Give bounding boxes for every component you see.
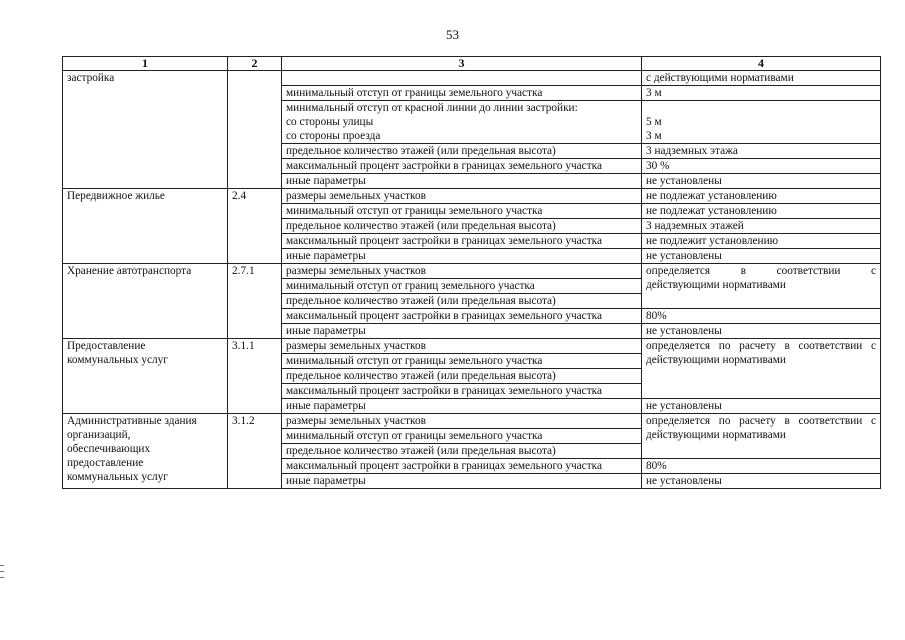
use-code-cell: 3.1.2 [228,414,282,489]
scan-margin-mark [0,565,4,566]
value-cell: не подлежат установлению [642,189,881,204]
parameter-cell: иные параметры [282,474,642,489]
parameter-cell: минимальный отступ от границ земельного участка [282,279,642,294]
value-cell: 80% [642,309,881,324]
regulations-table [62,56,881,489]
value-cell: не установлены [642,249,881,264]
use-name-line: предоставление [67,457,144,469]
parameter-line: со стороны улицы [286,116,374,128]
value-line: определяется в соответствии с [646,265,876,277]
header-cell: 3 [282,57,642,71]
parameter-cell: иные параметры [282,174,642,189]
value-cell: не установлены [642,474,881,489]
parameter-line: минимальный отступ от красной линии до линии застройки: [286,102,578,114]
use-name-line: организаций, [67,429,131,441]
parameter-cell: предельное количество этажей (или предельная высота) [282,144,642,159]
header-cell: 2 [228,57,282,71]
use-code-cell [228,71,282,189]
use-name-cell: Передвижное жилье [63,189,228,264]
value-cell: определяется по расчету в соответствии с действующими нормативами [642,339,881,399]
scan-margin-mark [0,577,4,578]
use-name-line: коммунальных услуг [67,354,168,366]
value-cell: с действующими нормативами [642,71,881,86]
parameter-cell: максимальный процент застройки в границах земельного участка [282,459,642,474]
use-name-line: коммунальных услуг [67,471,168,483]
value-cell: 3 надземных этажей [642,219,881,234]
value-cell [642,101,881,144]
use-name-line: обеспечивающих [67,443,151,455]
parameter-cell: иные параметры [282,399,642,414]
parameter-cell: предельное количество этажей (или предельная высота) [282,444,642,459]
parameter-cell: минимальный отступ от границы земельного участка [282,204,642,219]
value-line: действующими нормативами [646,279,786,291]
value-line: 5 м [646,116,662,128]
parameter-cell [282,71,642,86]
parameter-cell: размеры земельных участков [282,414,642,429]
parameter-cell: минимальный отступ от границы земельного участка [282,429,642,444]
value-cell: 3 м [642,86,881,101]
value-cell: 80% [642,459,881,474]
value-cell: 30 % [642,159,881,174]
parameter-cell: максимальный процент застройки в границах земельного участка [282,384,642,399]
table-row [63,71,881,86]
parameter-cell: размеры земельных участков [282,264,642,279]
value-cell: не подлежит установлению [642,234,881,249]
parameter-cell [282,101,642,144]
page-number: 53 [446,27,459,42]
table-row [63,339,881,354]
use-code-cell: 3.1.1 [228,339,282,414]
parameter-cell: максимальный процент застройки в границах земельного участка [282,159,642,174]
parameter-cell: размеры земельных участков [282,189,642,204]
parameter-cell: предельное количество этажей (или предельная высота) [282,219,642,234]
table-row [63,189,881,204]
table-row [63,414,881,429]
value-cell: определяется по расчету в соответствии с действующими нормативами [642,414,881,459]
use-name-cell [63,414,228,489]
use-name-line: Предоставление [67,340,146,352]
parameter-cell: максимальный процент застройки в границах земельного участка [282,309,642,324]
value-cell: не установлены [642,399,881,414]
value-cell [642,264,881,309]
parameter-cell: размеры земельных участков [282,339,642,354]
parameter-cell: минимальный отступ от границы земельного участка [282,86,642,101]
use-code-cell: 2.7.1 [228,264,282,339]
use-code-cell: 2.4 [228,189,282,264]
parameter-cell: иные параметры [282,249,642,264]
parameter-cell: иные параметры [282,324,642,339]
header-cell: 4 [642,57,881,71]
scan-margin-mark [0,571,4,572]
table-row [63,264,881,279]
use-name-cell: застройка [63,71,228,189]
parameter-cell: предельное количество этажей (или предельная высота) [282,369,642,384]
value-cell: не подлежат установлению [642,204,881,219]
value-cell: не установлены [642,324,881,339]
table-header-row [63,57,881,71]
value-cell: 3 надземных этажа [642,144,881,159]
parameter-cell: максимальный процент застройки в границах земельного участка [282,234,642,249]
use-name-cell [63,339,228,414]
header-cell: 1 [63,57,228,71]
parameter-line: со стороны проезда [286,130,381,142]
parameter-cell: предельное количество этажей (или предельная высота) [282,294,642,309]
value-cell: не установлены [642,174,881,189]
use-name-cell: Хранение автотранспорта [63,264,228,339]
value-line: 3 м [646,130,662,142]
use-name-line: Административные здания [67,415,197,427]
parameter-cell: минимальный отступ от границы земельного участка [282,354,642,369]
